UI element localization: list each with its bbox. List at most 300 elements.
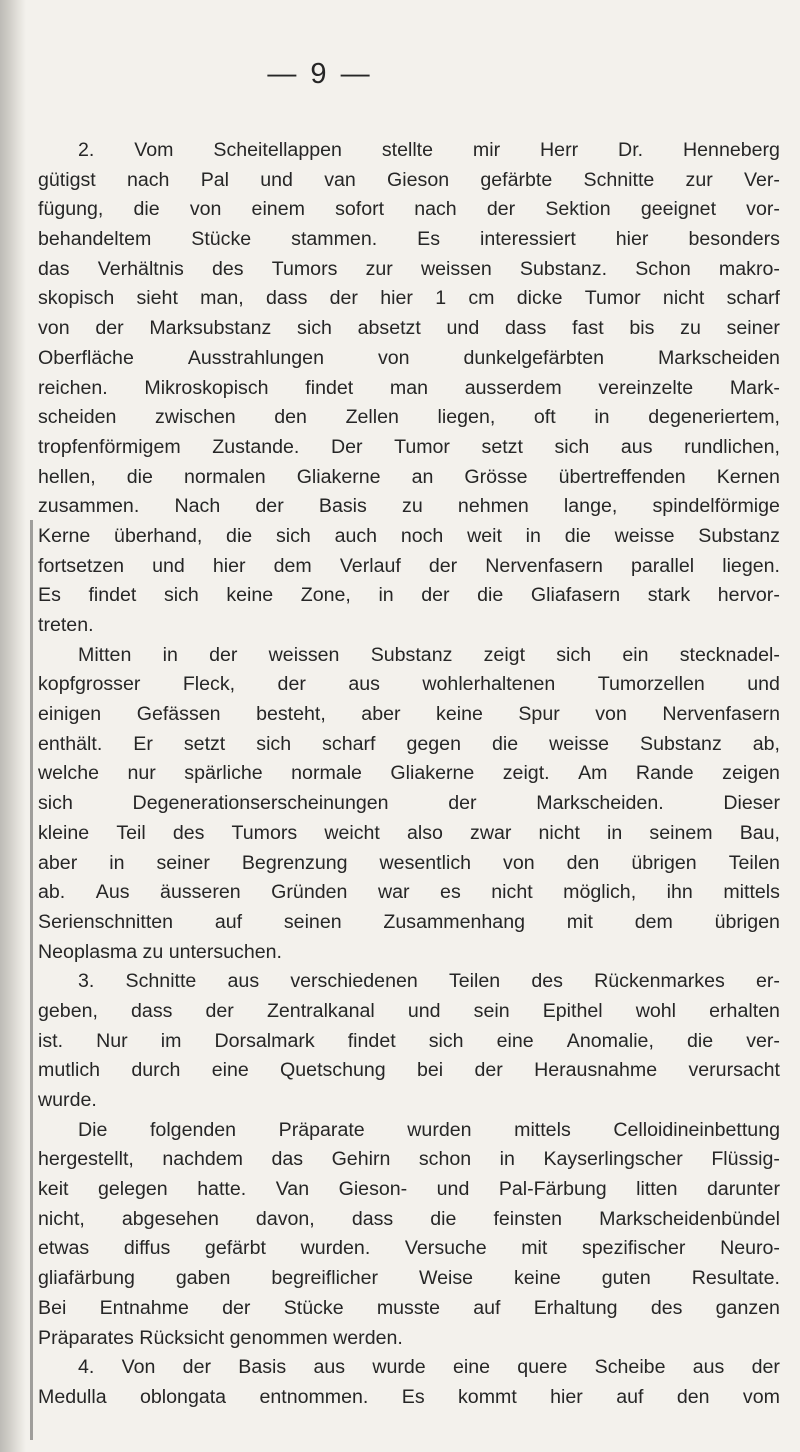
word: der <box>329 287 358 310</box>
text-line <box>38 967 780 997</box>
word: absetzt <box>357 317 421 340</box>
text-line <box>38 463 780 493</box>
word: nur <box>127 762 156 785</box>
word: aber <box>38 851 78 874</box>
word: Vom <box>134 139 174 161</box>
word: sieht <box>136 287 178 310</box>
word: Am <box>578 762 608 785</box>
word: liegen, <box>437 406 496 429</box>
word: sein <box>473 999 510 1022</box>
word: einem <box>251 198 305 221</box>
word: ganzen <box>715 1296 780 1319</box>
word: davon, <box>255 1207 315 1230</box>
word: Es <box>38 584 61 607</box>
word: zur <box>685 168 713 191</box>
word: behandeltem <box>38 228 152 251</box>
word: und <box>436 1178 470 1201</box>
word: in <box>378 584 394 607</box>
word: reichen. <box>38 376 108 399</box>
word: Stücke <box>283 1296 344 1319</box>
word: geben, <box>38 999 98 1022</box>
word: fast <box>572 317 604 340</box>
word: Schon <box>635 257 691 280</box>
word: makro- <box>718 257 780 280</box>
word: sich <box>38 792 73 815</box>
word: aus <box>313 1356 346 1379</box>
text-line <box>38 1145 780 1175</box>
text-line <box>38 1056 780 1086</box>
text-line <box>38 166 780 196</box>
word: er- <box>755 970 780 993</box>
body-text <box>38 136 780 1413</box>
word: skopisch <box>38 287 115 310</box>
word: Teilen <box>728 851 780 874</box>
word: Spur <box>518 703 560 726</box>
word: gefärbte <box>480 168 553 191</box>
word: des <box>531 970 563 993</box>
word: wohlerhaltenen <box>422 673 556 696</box>
word: weisse <box>549 732 610 755</box>
word: auf <box>473 1296 501 1319</box>
word: Serienschnitten <box>38 910 174 933</box>
text-line <box>38 1353 780 1383</box>
word: überhand, <box>114 524 203 547</box>
word: Mikroskopisch <box>144 376 269 399</box>
word: Aus <box>95 881 130 904</box>
word: mit <box>566 910 593 933</box>
word: Herr <box>540 139 579 161</box>
word: Substanz <box>370 643 453 666</box>
word: Substanz <box>640 732 722 755</box>
word: hellen, <box>38 465 96 488</box>
word: nehmen <box>457 495 529 518</box>
word: wurde <box>372 1356 426 1379</box>
word: vom <box>742 1385 780 1408</box>
word: fortsetzen <box>38 554 125 577</box>
text-line <box>38 1205 780 1235</box>
text-line <box>38 403 780 433</box>
word: weicht <box>324 821 380 844</box>
text-line <box>38 1234 780 1264</box>
word: und <box>152 554 185 577</box>
word: erhalten <box>709 999 780 1022</box>
word: findet <box>305 376 354 399</box>
word: nach <box>126 168 170 191</box>
word: Epithel <box>542 999 603 1022</box>
word: stark <box>647 584 691 607</box>
text-line: Neoplasma zu untersuchen. <box>38 940 282 963</box>
word: mittels <box>514 1118 571 1141</box>
word: dass <box>265 287 308 310</box>
text-line <box>38 1294 780 1324</box>
word: übertreffenden <box>558 465 686 488</box>
word: zeigt. <box>502 762 550 785</box>
word: Gliakerne <box>296 465 381 488</box>
word: Weise <box>418 1267 474 1290</box>
word: Substanz. <box>519 257 608 280</box>
word: entnommen. <box>259 1385 369 1408</box>
word: auf <box>616 1385 644 1408</box>
word: der <box>255 495 284 518</box>
word: im <box>160 1029 182 1052</box>
word: der <box>205 999 234 1022</box>
word: äusseren <box>160 881 241 904</box>
word: die <box>133 198 160 221</box>
word: ver- <box>746 1029 780 1052</box>
word: an <box>411 465 434 488</box>
word: von <box>189 198 222 221</box>
page-edge-shadow <box>0 0 26 1452</box>
word: die <box>477 584 504 607</box>
word: weissen <box>268 643 340 666</box>
word: Entnahme <box>99 1296 189 1319</box>
word: zusammen. <box>38 495 140 518</box>
word: oft <box>533 406 556 429</box>
word: hatte. <box>197 1178 247 1201</box>
word: mittels <box>723 881 780 904</box>
word: Bau, <box>739 821 780 844</box>
word: der <box>95 317 124 340</box>
word: in <box>607 821 623 844</box>
word: Es <box>401 1385 425 1408</box>
word: zeigen <box>722 762 780 785</box>
word: man <box>389 376 429 399</box>
word: setzt <box>481 435 523 458</box>
word: sich <box>163 584 199 607</box>
text-line <box>38 759 780 789</box>
word: Teil <box>116 821 146 844</box>
word: dass <box>504 317 547 340</box>
word: sich <box>297 317 332 340</box>
text-line <box>38 136 780 166</box>
word: sich <box>256 732 292 755</box>
word: wesentlich <box>379 851 472 874</box>
word: Kernen <box>716 465 780 488</box>
word: litten <box>636 1178 678 1201</box>
word: Gieson <box>387 168 450 191</box>
word: spindelförmige <box>652 495 780 518</box>
word: ab. <box>38 881 66 904</box>
word: war <box>377 881 410 904</box>
word: etwas <box>38 1237 90 1260</box>
word: seiner <box>156 851 210 874</box>
word: möglich, <box>563 881 637 904</box>
page-number: — 9 — <box>267 58 373 90</box>
word: scharf <box>726 287 780 310</box>
word: musste <box>376 1296 440 1319</box>
word: kleine <box>38 821 90 844</box>
word: durch <box>131 1059 181 1082</box>
word: gelegen <box>97 1178 168 1201</box>
word: Gliakerne <box>390 762 475 785</box>
word: quere <box>517 1356 568 1379</box>
word: lange, <box>563 495 618 518</box>
word: kommt <box>458 1385 517 1408</box>
word: findet <box>347 1029 396 1052</box>
word: Tumor <box>394 435 450 458</box>
word: Gründen <box>271 881 348 904</box>
word: Schnitte <box>125 970 197 993</box>
word: auch <box>334 524 378 547</box>
word: Scheibe <box>594 1356 666 1379</box>
word: hier <box>550 1385 583 1408</box>
word: die <box>430 1207 457 1230</box>
word: mit <box>521 1237 548 1260</box>
text-line <box>38 789 780 819</box>
word: nicht <box>538 821 580 844</box>
word: 2. <box>78 139 95 161</box>
word: gütigst <box>38 168 96 191</box>
word: Schnitte <box>583 168 655 191</box>
word: Substanz <box>698 524 780 547</box>
word: Es <box>417 228 441 251</box>
word: stecknadel- <box>679 643 780 666</box>
word: Ausstrahlungen <box>187 346 324 369</box>
word: Celloidineinbettung <box>613 1118 780 1141</box>
text-line <box>38 374 780 404</box>
word: aus <box>692 1356 725 1379</box>
word: der <box>209 643 238 666</box>
text-line <box>38 700 780 730</box>
word: verschiedenen <box>290 970 418 993</box>
word: Flüssig- <box>711 1148 780 1171</box>
word: weit <box>467 524 502 547</box>
word: gliafärbung <box>38 1267 135 1290</box>
word: seinem <box>649 821 713 844</box>
word: und <box>260 168 293 191</box>
word: sich <box>428 1029 464 1052</box>
word: vereinzelte <box>598 376 694 399</box>
word: dass <box>131 999 173 1022</box>
word: dicke <box>516 287 563 310</box>
word: Kerne <box>38 524 91 547</box>
word: Pal <box>200 168 230 191</box>
word: Gefässen <box>136 703 221 726</box>
word: Nach <box>174 495 221 518</box>
word: übrigen <box>714 910 780 933</box>
word: wurden <box>407 1118 472 1141</box>
word: Tumors <box>231 821 298 844</box>
word: Fleck, <box>182 673 236 696</box>
word: Gieson- <box>338 1178 408 1201</box>
word: gefärbt <box>204 1237 266 1260</box>
word: interessiert <box>479 228 576 251</box>
word: sich <box>275 524 311 547</box>
word: das <box>271 1148 304 1171</box>
word: hier <box>615 228 649 251</box>
text-line <box>38 641 780 671</box>
word: spezifischer <box>581 1237 686 1260</box>
word: ab, <box>752 732 780 755</box>
word: fügung, <box>38 198 104 221</box>
word: sich <box>554 435 590 458</box>
word: das <box>38 257 70 280</box>
text-line <box>38 552 780 582</box>
word: enthält. <box>38 732 103 755</box>
word: parallel <box>630 554 695 577</box>
word: findet <box>88 584 137 607</box>
word: scheiden <box>38 406 117 429</box>
word: zu <box>680 317 701 340</box>
word: und <box>747 673 780 696</box>
word: Nervenfasern <box>662 703 780 726</box>
word: Bei <box>38 1296 67 1319</box>
word: hier <box>212 554 246 577</box>
word: in <box>525 524 541 547</box>
word: eine <box>452 1356 490 1379</box>
word: zwar <box>470 821 512 844</box>
word: Von <box>121 1356 156 1379</box>
word: Dieser <box>723 792 780 815</box>
word: Tumors <box>271 257 338 280</box>
text-line <box>38 997 780 1027</box>
word: Nervenfasern <box>485 554 603 577</box>
word: keit <box>38 1178 69 1201</box>
word: der <box>751 1356 780 1379</box>
word: Mark- <box>729 376 780 399</box>
word: noch <box>400 524 444 547</box>
word: und <box>446 317 480 340</box>
word: guten <box>601 1267 651 1290</box>
word: man, <box>200 287 244 310</box>
word: nachdem <box>162 1148 243 1171</box>
word: Ver- <box>744 168 780 191</box>
word: den <box>566 851 600 874</box>
word: aus <box>227 970 260 993</box>
word: nicht <box>491 881 533 904</box>
word: nicht, <box>38 1207 85 1230</box>
word: verursacht <box>688 1059 780 1082</box>
word: zu <box>402 495 423 518</box>
word: auf <box>214 910 243 933</box>
word: ausserdem <box>464 376 562 399</box>
word: keine <box>226 584 274 607</box>
word: Zustande. <box>212 435 300 458</box>
word: Resultate. <box>691 1267 780 1290</box>
word: 3. <box>78 970 95 993</box>
word: wurden. <box>300 1237 371 1260</box>
word: Zone, <box>300 584 351 607</box>
word: oblongata <box>140 1385 227 1408</box>
word: in <box>594 406 610 429</box>
word: bei <box>417 1059 444 1082</box>
word: Markscheiden. <box>536 792 664 815</box>
word: vor- <box>746 198 780 221</box>
word: Dr. <box>618 139 644 161</box>
word: besteht, <box>256 703 326 726</box>
text-line <box>38 1264 780 1294</box>
text-line: Präparates Rücksicht genommen werden. <box>38 1326 403 1349</box>
text-line <box>38 522 780 552</box>
word: Markscheidenbündel <box>599 1207 780 1230</box>
word: nicht <box>662 287 705 310</box>
word: rundlichen, <box>684 435 780 458</box>
word: den <box>676 1385 710 1408</box>
word: übrigen <box>631 851 697 874</box>
text-line <box>38 344 780 374</box>
word: zeigt <box>483 643 526 666</box>
word: Grösse <box>464 465 528 488</box>
word: folgenden <box>149 1118 237 1141</box>
word: der <box>222 1296 251 1319</box>
text-line: wurde. <box>38 1089 97 1111</box>
text-line <box>38 819 780 849</box>
word: scharf <box>322 732 376 755</box>
word: dem <box>634 910 673 933</box>
word: aber <box>361 703 401 726</box>
word: der <box>486 198 516 221</box>
word: der <box>428 554 458 577</box>
word: Degenerationserscheinungen <box>132 792 389 815</box>
text-line <box>38 878 780 908</box>
word: weisse <box>614 524 675 547</box>
word: gaben <box>175 1267 231 1290</box>
word: normalen <box>183 465 266 488</box>
word: Verhältnis <box>97 257 184 280</box>
word: spärliche <box>184 762 263 785</box>
word: hier <box>380 287 413 310</box>
text-line <box>38 314 780 344</box>
text-line <box>38 670 780 700</box>
word: Tumor <box>584 287 641 310</box>
word: aus <box>620 435 653 458</box>
word: Mitten <box>78 643 132 666</box>
text-line <box>38 433 780 463</box>
word: 1 <box>435 287 447 310</box>
word: sich <box>556 643 592 666</box>
text-line <box>38 1383 780 1413</box>
word: des <box>650 1296 683 1319</box>
word: dass <box>351 1207 394 1230</box>
word: ihn <box>666 881 693 904</box>
word: dunkelgefärbten <box>463 346 605 369</box>
word: 4. <box>78 1356 95 1379</box>
text-line <box>38 1116 780 1146</box>
word: Die <box>78 1118 108 1141</box>
word: Marksubstanz <box>149 317 272 340</box>
word: cm <box>468 287 495 310</box>
word: Rückenmarkes <box>594 970 725 993</box>
word: Der <box>330 435 363 458</box>
word: von <box>503 851 535 874</box>
text-line <box>38 284 780 314</box>
word: zwischen <box>155 406 236 429</box>
word: diffus <box>123 1237 171 1260</box>
word: mutlich <box>38 1059 101 1082</box>
word: bis <box>629 317 655 340</box>
word: seiner <box>726 317 780 340</box>
word: Quetschung <box>280 1059 386 1082</box>
word: wohl <box>635 999 677 1022</box>
word: Herausnahme <box>534 1059 658 1082</box>
word: eine <box>496 1029 534 1052</box>
word: Dorsalmark <box>214 1029 315 1052</box>
word: von <box>595 703 627 726</box>
word: Medulla <box>38 1385 107 1408</box>
word: Van <box>275 1178 310 1201</box>
word: die <box>686 1029 714 1052</box>
word: Tumorzellen <box>597 673 705 696</box>
text-line <box>38 730 780 760</box>
word: seinen <box>283 910 342 933</box>
word: den <box>274 406 307 429</box>
word: Basis <box>318 495 367 518</box>
word: tropfenförmigem <box>38 435 181 458</box>
word: nach <box>414 198 457 221</box>
word: Zusammenhang <box>383 910 525 933</box>
word: ist. <box>38 1029 64 1052</box>
word: Markscheiden <box>657 346 780 369</box>
